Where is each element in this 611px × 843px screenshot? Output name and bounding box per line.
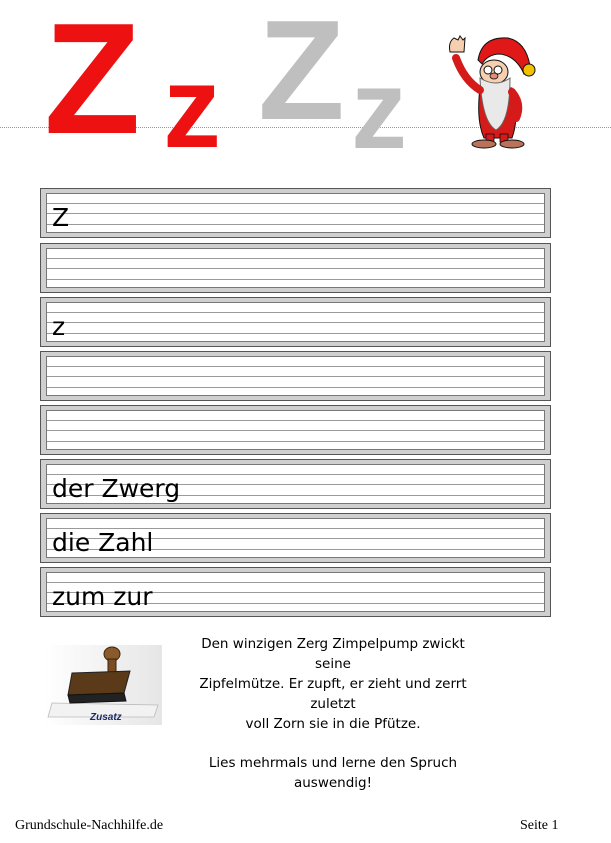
- verse-instruction-line: auswendig!: [293, 775, 373, 791]
- writing-line-row: [40, 351, 551, 401]
- verse-line: voll Zorn sie in die Pfütze.: [245, 716, 421, 732]
- row-text: zum zur: [52, 582, 153, 611]
- lowercase-letter-grey: z: [351, 47, 407, 172]
- uppercase-letter-red: Z: [44, 0, 141, 167]
- stamp-label: Zusatz: [90, 712, 122, 723]
- row-text: der Zwerg: [52, 474, 181, 503]
- uppercase-letter-grey: Z: [258, 0, 345, 150]
- row-text: Z: [52, 203, 70, 232]
- gnome-illustration: [438, 30, 538, 152]
- footer-page-number: Seite 1: [520, 818, 559, 833]
- row-text: z: [52, 312, 66, 341]
- lowercase-letter-red: z: [163, 42, 221, 172]
- row-text: die Zahl: [52, 528, 154, 557]
- verse-line: Zipfelmütze. Er zupft, er zieht und zerrt zuletzt: [199, 676, 467, 712]
- footer-site-name: Grundschule-Nachhilfe.de: [15, 818, 164, 833]
- verse-line: Den winzigen Zerg Zimpelpump zwickt seine: [201, 636, 465, 672]
- writing-line-row: [40, 297, 551, 347]
- writing-line-row: [40, 188, 551, 238]
- writing-line-row: [40, 459, 551, 509]
- writing-line-row: [40, 567, 551, 617]
- writing-line-row: [40, 243, 551, 293]
- verse-instruction-line: Lies mehrmals und lerne den Spruch: [208, 755, 458, 771]
- writing-line-row: [40, 513, 551, 563]
- writing-line-row: [40, 405, 551, 455]
- verse-text-block: [188, 634, 478, 793]
- stamp-icon: [44, 645, 162, 725]
